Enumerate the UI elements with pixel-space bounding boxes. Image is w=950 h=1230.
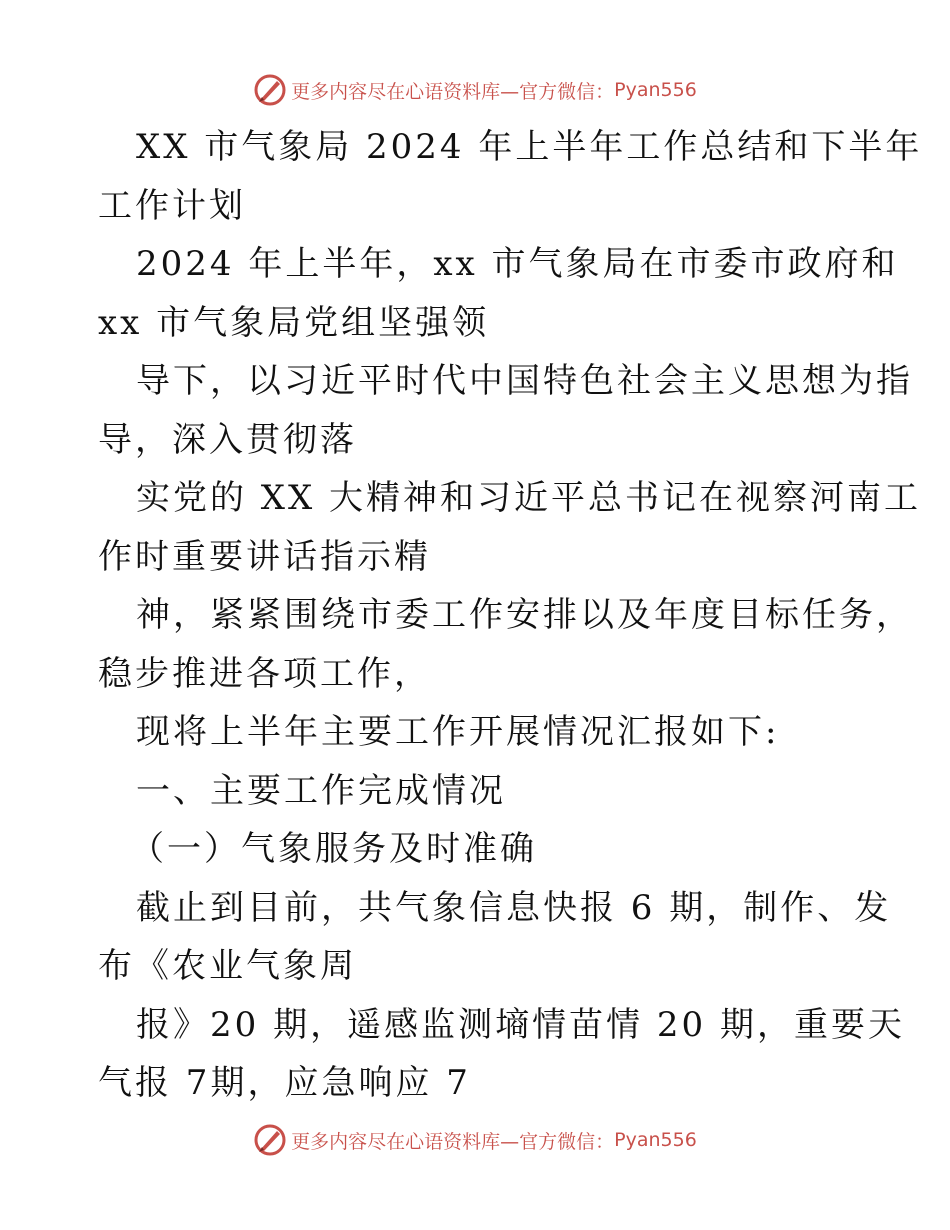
doc-paragraph-line: 神，紧紧围绕市委工作安排以及年度目标任务， (136, 595, 913, 635)
doc-paragraph-line: 2024 年上半年，xx 市气象局在市委市政府和 (136, 244, 899, 284)
doc-paragraph-line: 气报 7期，应急响应 7 (98, 1063, 471, 1103)
doc-title-line-1: XX 市气象局 2024 年上半年工作总结和下半年 (136, 127, 923, 167)
doc-paragraph-line: 报》20 期，遥感监测墒情苗情 20 期，重要天 (136, 1004, 905, 1045)
header-banner (0, 70, 950, 110)
subsection-heading: （一）气象服务及时准确 (130, 829, 537, 869)
doc-paragraph-line: 作时重要讲话指示精 (98, 536, 431, 577)
footer-banner (0, 1120, 950, 1160)
doc-paragraph-line: 导，深入贯彻落 (98, 419, 357, 460)
section-heading: 一、主要工作完成情况 (136, 770, 506, 811)
doc-paragraph-line: 布《农业气象周 (98, 946, 357, 986)
banner-brand-text: 更多内容尽在心语资料库—官方微信： (291, 1130, 615, 1153)
doc-paragraph-line: xx 市气象局党组坚强领 (98, 302, 490, 343)
doc-paragraph-line: 现将上半年主要工作开展情况汇报如下: (136, 712, 780, 752)
banner-brand-text: 更多内容尽在心语资料库—官方微信： (291, 80, 615, 103)
quill-seal-logo-icon (253, 73, 287, 107)
doc-paragraph-line: 截止到目前，共气象信息快报 6 期，制作、发 (136, 887, 892, 928)
doc-paragraph-line: 实党的 XX 大精神和习近平总书记在视察河南工 (136, 478, 922, 518)
doc-title-line-2: 工作计划 (98, 185, 246, 226)
doc-paragraph-line: 导下，以习近平时代中国特色社会主义思想为指 (136, 361, 913, 401)
banner-wechat-handle: Pyan556 (614, 79, 697, 101)
quill-seal-logo-icon (253, 1123, 287, 1157)
document-body (98, 118, 923, 1113)
banner-wechat-handle: Pyan556 (614, 1129, 697, 1151)
doc-paragraph-line: 稳步推进各项工作， (98, 653, 431, 694)
